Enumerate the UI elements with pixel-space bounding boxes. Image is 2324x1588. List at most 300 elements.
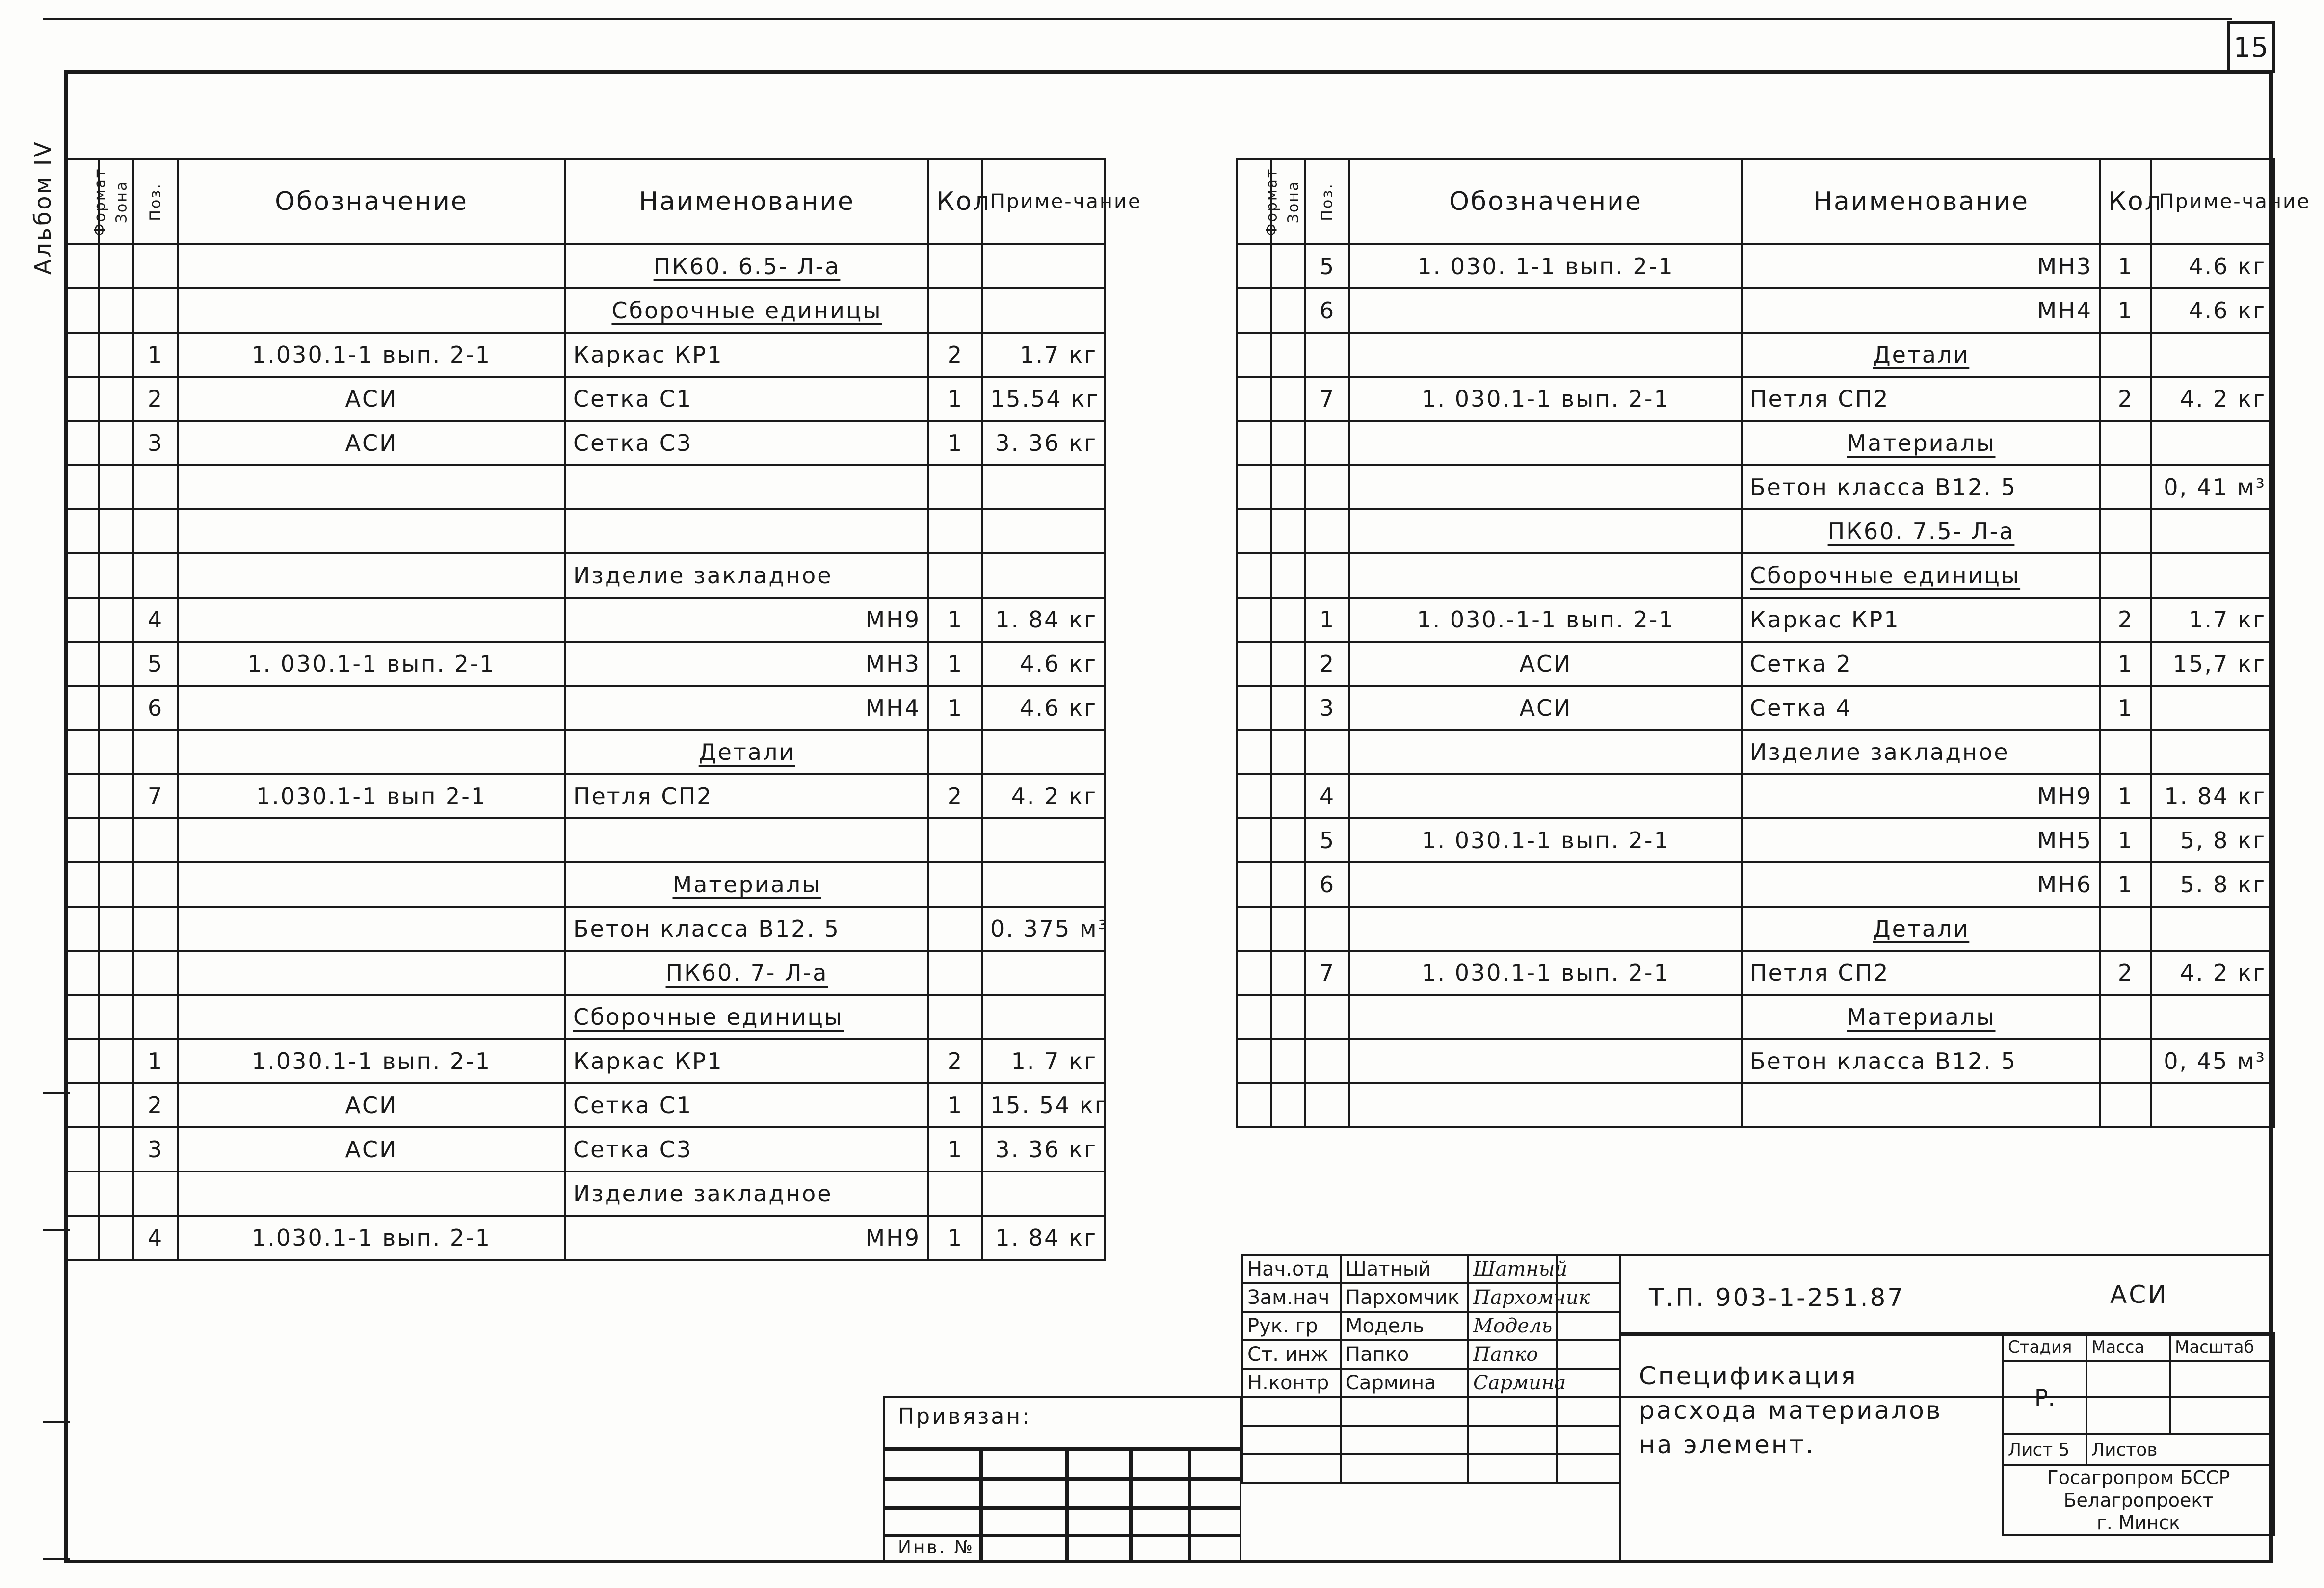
sig-role: Н.контр [1242,1369,1341,1397]
cell-note [2151,686,2274,730]
table-row [1237,686,2274,730]
cell-name: Сетка 2 [1742,642,2100,686]
cell-pos: 1 [1305,598,1349,642]
cell-designation: 1.030.1-1 вып. 2-1 [178,333,565,377]
sig-role: Нач.отд [1242,1255,1341,1283]
cell-note [982,1171,1105,1216]
sig-sign: Сармина [1468,1369,1557,1397]
cell-format [1237,818,1271,862]
signature-table [1241,1254,1621,1484]
cell-format [65,598,99,642]
cell-name: Сетка С1 [565,377,928,421]
cell-designation [1349,862,1742,907]
sig-date [1557,1312,1620,1340]
cell-designation [178,907,565,951]
cell-designation [178,244,565,288]
cell-designation [1349,907,1742,951]
cell-qty: 1 [928,421,982,465]
cell-pos: 7 [1305,951,1349,995]
cell-zone [99,598,133,642]
cell-qty [2100,421,2151,465]
col-qty: Кол [2100,159,2151,244]
cell-zone [1271,288,1305,333]
cell-designation: 1.030.1-1 вып. 2-1 [178,1216,565,1260]
cell-format [65,818,99,862]
cell-qty [928,951,982,995]
col-note: Приме-чание [982,159,1105,244]
cell-format [65,1216,99,1260]
cell-note: 0, 41 м³ [2151,465,2274,509]
cell-qty [928,730,982,774]
cell-pos: 1 [133,333,178,377]
cell-pos [1305,553,1349,598]
stage-value: Р. [2003,1361,2086,1434]
signature-row [1242,1255,1620,1283]
cell-name [565,465,928,509]
cell-designation: 1. 030. 1-1 вып. 2-1 [1349,244,1742,288]
sig-sign: Папко [1468,1340,1557,1369]
cell-name [565,818,928,862]
table-row [65,642,1105,686]
sig-person: Шатный [1341,1255,1468,1283]
cell-zone [1271,818,1305,862]
cell-pos: 2 [133,1083,178,1127]
cell-zone [1271,333,1305,377]
cell-name: ПК60. 7- Л-а [565,951,928,995]
cell-qty [2100,995,2151,1039]
signature-row-empty [1242,1454,1620,1483]
cell-name: ПК60. 7.5- Л-а [1742,509,2100,553]
cell-name: Сетка С3 [565,1127,928,1171]
cell-zone [1271,1039,1305,1083]
cell-format [1237,598,1271,642]
cell-note: 1.7 кг [2151,598,2274,642]
cell-format [1237,288,1271,333]
cell-note: 15,7 кг [2151,642,2274,686]
cell-designation [1349,1083,1742,1127]
cell-pos [1305,333,1349,377]
cell-format [65,509,99,553]
cell-qty: 1 [928,1083,982,1127]
cell-note [982,509,1105,553]
cell-designation: 1. 030.1-1 вып. 2-1 [1349,377,1742,421]
cell-pos [1305,465,1349,509]
table-row [1237,288,2274,333]
empty-cell [1242,1397,1341,1426]
cell-qty [2100,509,2151,553]
cell-note [982,951,1105,995]
cell-zone [99,862,133,907]
cell-pos: 5 [1305,244,1349,288]
cell-format [1237,995,1271,1039]
cell-pos: 7 [1305,377,1349,421]
cell-name: МН6 [1742,862,2100,907]
cell-pos [133,995,178,1039]
cell-format [1237,862,1271,907]
cell-note [982,862,1105,907]
cell-pos [133,951,178,995]
cell-qty: 1 [928,377,982,421]
cell-note: 4.6 кг [2151,244,2274,288]
cell-zone [1271,421,1305,465]
table-row [1237,730,2274,774]
sig-role: Зам.нач [1242,1283,1341,1312]
cell-note: 0. 375 м³ [982,907,1105,951]
table-row [65,818,1105,862]
table-row [65,686,1105,730]
cell-qty: 1 [928,686,982,730]
cell-qty [928,907,982,951]
stage-label: Стадия [2003,1333,2086,1361]
cell-name: Детали [1742,907,2100,951]
cell-designation [178,995,565,1039]
cell-name: Детали [565,730,928,774]
org-line2: Белагропроект [2063,1489,2214,1511]
cell-designation [1349,288,1742,333]
cell-note: 4.6 кг [982,642,1105,686]
table-row [65,1216,1105,1260]
table-row [65,421,1105,465]
cell-format [65,686,99,730]
cell-qty [2100,553,2151,598]
signature-row [1242,1283,1620,1312]
cell-zone [99,244,133,288]
cell-name: МН9 [1742,774,2100,818]
cell-designation [178,288,565,333]
cell-note [982,244,1105,288]
cell-name: Сборочные единицы [565,995,928,1039]
cell-designation [1349,774,1742,818]
cell-format [65,421,99,465]
table-row [65,509,1105,553]
col-note: Приме-чание [2151,159,2274,244]
cell-note: 1.7 кг [982,333,1105,377]
cell-designation: АСИ [178,421,565,465]
cell-zone [99,465,133,509]
cell-note: 1. 7 кг [982,1039,1105,1083]
cell-name: Материалы [1742,421,2100,465]
cell-format [65,553,99,598]
cell-qty: 1 [928,642,982,686]
cell-qty [928,862,982,907]
table-row [1237,1039,2274,1083]
cell-format [65,377,99,421]
cell-designation [178,730,565,774]
cell-designation: 1. 030.-1-1 вып. 2-1 [1349,598,1742,642]
table-row [65,995,1105,1039]
cell-designation [1349,1039,1742,1083]
cell-format [65,1127,99,1171]
cell-qty: 2 [2100,951,2151,995]
cell-zone [1271,465,1305,509]
cell-format [1237,686,1271,730]
table-row [1237,907,2274,951]
cell-qty [928,288,982,333]
cell-format [1237,333,1271,377]
cell-name: МН5 [1742,818,2100,862]
cell-format [1237,951,1271,995]
top-rule [43,18,2232,20]
cell-qty: 1 [928,598,982,642]
cell-designation: АСИ [178,377,565,421]
spec-table-left [64,158,1142,1261]
cell-format [65,1083,99,1127]
signature-row [1242,1312,1620,1340]
cell-note: 15. 54 кг [982,1083,1105,1127]
col-pos: Поз. [133,159,178,244]
cell-note: 0, 45 м³ [2151,1039,2274,1083]
cell-zone [1271,598,1305,642]
col-format: Формат [65,159,99,244]
col-qty: Кол [928,159,982,244]
stage-table [2002,1332,2275,1536]
cell-qty: 2 [2100,377,2151,421]
cell-pos [133,465,178,509]
cell-zone [99,730,133,774]
margin-tick [43,1421,70,1423]
cell-qty [2100,465,2151,509]
cell-pos: 2 [133,377,178,421]
cell-name: Петля СП2 [1742,951,2100,995]
mass-value [2086,1361,2170,1434]
cell-pos [133,244,178,288]
sig-role: Рук. гр [1242,1312,1341,1340]
cell-designation [1349,509,1742,553]
table-header-row [1237,159,2274,244]
sig-sign: Пархомчик [1468,1283,1557,1312]
cell-note: 4. 2 кг [982,774,1105,818]
sig-role: Ст. инж [1242,1340,1341,1369]
cell-name: Каркас КР1 [565,333,928,377]
cell-format [65,288,99,333]
cell-zone [99,421,133,465]
section-code: АСИ [2110,1280,2168,1309]
cell-zone [99,288,133,333]
cell-pos [1305,907,1349,951]
table-row [65,951,1105,995]
empty-cell [1557,1454,1620,1483]
cell-designation: 1.030.1-1 вып 2-1 [178,774,565,818]
cell-zone [1271,642,1305,686]
cell-zone [99,686,133,730]
cell-pos [133,553,178,598]
cell-pos [1305,421,1349,465]
table-row [1237,818,2274,862]
spec-table-right [1236,158,2311,1128]
cell-zone [1271,553,1305,598]
col-pos: Поз. [1305,159,1349,244]
cell-designation [178,951,565,995]
cell-pos [133,288,178,333]
cell-pos [133,509,178,553]
cell-qty [928,818,982,862]
cell-pos [1305,1083,1349,1127]
cell-designation: АСИ [1349,686,1742,730]
table-row [1237,553,2274,598]
table-row [65,730,1105,774]
cell-format [65,907,99,951]
org-line3: г. Минск [2096,1511,2181,1534]
cell-pos [1305,509,1349,553]
cell-zone [99,553,133,598]
cell-pos [133,862,178,907]
cell-qty [2100,1039,2151,1083]
document-title: Спецификация расхода материалов на элемент. [1639,1362,1943,1459]
cell-zone [99,818,133,862]
cell-note [982,288,1105,333]
cell-qty: 1 [2100,774,2151,818]
table-row [1237,377,2274,421]
table-row [1237,774,2274,818]
cell-zone [99,907,133,951]
cell-name: МН9 [565,1216,928,1260]
cell-designation [178,818,565,862]
empty-cell [1341,1426,1468,1454]
cell-qty [2100,907,2151,951]
cell-pos: 5 [133,642,178,686]
cell-name: Сборочные единицы [565,288,928,333]
cell-note [2151,995,2274,1039]
cell-pos [133,907,178,951]
cell-designation [178,553,565,598]
sig-date [1557,1340,1620,1369]
col-name: Наименование [1742,159,2100,244]
cell-format [1237,465,1271,509]
sig-sign: Модель [1468,1312,1557,1340]
table-row [65,1127,1105,1171]
col-designation: Обозначение [1349,159,1742,244]
cell-note [2151,333,2274,377]
cell-qty: 1 [2100,642,2151,686]
signature-row [1242,1369,1620,1397]
col-designation: Обозначение [178,159,565,244]
bound-label: Привязан: [898,1404,1031,1429]
cell-zone [1271,1083,1305,1127]
cell-note: 1. 84 кг [982,1216,1105,1260]
table-row [1237,951,2274,995]
cell-name: Петля СП2 [1742,377,2100,421]
cell-note: 4. 2 кг [2151,377,2274,421]
cell-note: 3. 36 кг [982,421,1105,465]
cell-designation: АСИ [178,1083,565,1127]
cell-pos [1305,995,1349,1039]
cell-pos [1305,730,1349,774]
cell-designation [178,465,565,509]
cell-zone [1271,995,1305,1039]
cell-format [1237,642,1271,686]
cell-zone [1271,730,1305,774]
cell-note: 4.6 кг [2151,288,2274,333]
empty-cell [1557,1397,1620,1426]
cell-qty: 2 [928,333,982,377]
table-row [65,1039,1105,1083]
cell-designation [178,862,565,907]
org-line1: Госагропром БССР [2047,1466,2230,1488]
col-zone: Зона [99,159,133,244]
cell-zone [99,951,133,995]
sheets-label: Листов [2086,1434,2274,1465]
table-row [1237,465,2274,509]
cell-format [1237,244,1271,288]
cell-format [1237,774,1271,818]
organization [2003,1465,2274,1535]
cell-zone [1271,951,1305,995]
sig-person: Пархомчик [1341,1283,1468,1312]
cell-pos: 7 [133,774,178,818]
cell-name: МН3 [565,642,928,686]
table-row [1237,995,2274,1039]
cell-designation: 1. 030.1-1 вып. 2-1 [1349,818,1742,862]
cell-format [65,774,99,818]
cell-note: 5, 8 кг [2151,818,2274,862]
cell-name: Изделие закладное [565,1171,928,1216]
inv-label: Инв. № [898,1537,975,1558]
cell-note [982,465,1105,509]
cell-zone [99,642,133,686]
mass-label: Масса [2086,1333,2170,1361]
empty-cell [1341,1397,1468,1426]
table-header-row [65,159,1105,244]
table-row [65,774,1105,818]
cell-note: 1. 84 кг [982,598,1105,642]
cell-name: Петля СП2 [565,774,928,818]
cell-note: 4.6 кг [982,686,1105,730]
table-row [65,598,1105,642]
drawing-code: Т.П. 903-1-251.87 [1649,1283,1905,1312]
cell-format [1237,421,1271,465]
cell-name: Детали [1742,333,2100,377]
table-row [1237,244,2274,288]
cell-name: Каркас КР1 [1742,598,2100,642]
cell-note: 15.54 кг [982,377,1105,421]
cell-name: МН9 [565,598,928,642]
empty-cell [1557,1426,1620,1454]
cell-designation [1349,421,1742,465]
cell-zone [1271,862,1305,907]
cell-pos: 3 [1305,686,1349,730]
cell-pos [133,818,178,862]
table-row [65,465,1105,509]
cell-name: ПК60. 6.5- Л-а [565,244,928,288]
cell-pos: 4 [133,1216,178,1260]
cell-designation: АСИ [1349,642,1742,686]
cell-designation [1349,465,1742,509]
cell-qty [928,465,982,509]
cell-format [1237,730,1271,774]
cell-qty [928,995,982,1039]
table-row [1237,421,2274,465]
sig-sign: Шатный [1468,1255,1557,1283]
cell-name: Бетон класса В12. 5 [1742,1039,2100,1083]
scale-value [2170,1361,2274,1434]
table-row [65,1083,1105,1127]
cell-qty [2100,1083,2151,1127]
cell-note [982,818,1105,862]
cell-designation: 1. 030.1-1 вып. 2-1 [178,642,565,686]
cell-pos: 4 [1305,774,1349,818]
page-number: 15 [2227,21,2275,73]
cell-format [65,465,99,509]
table-row [65,333,1105,377]
cell-zone [99,1039,133,1083]
empty-cell [1468,1426,1557,1454]
table-row [65,862,1105,907]
cell-format [1237,907,1271,951]
cell-name: Изделие закладное [565,553,928,598]
cell-format [65,951,99,995]
cell-note: 4. 2 кг [2151,951,2274,995]
col-zone: Зона [1271,159,1305,244]
